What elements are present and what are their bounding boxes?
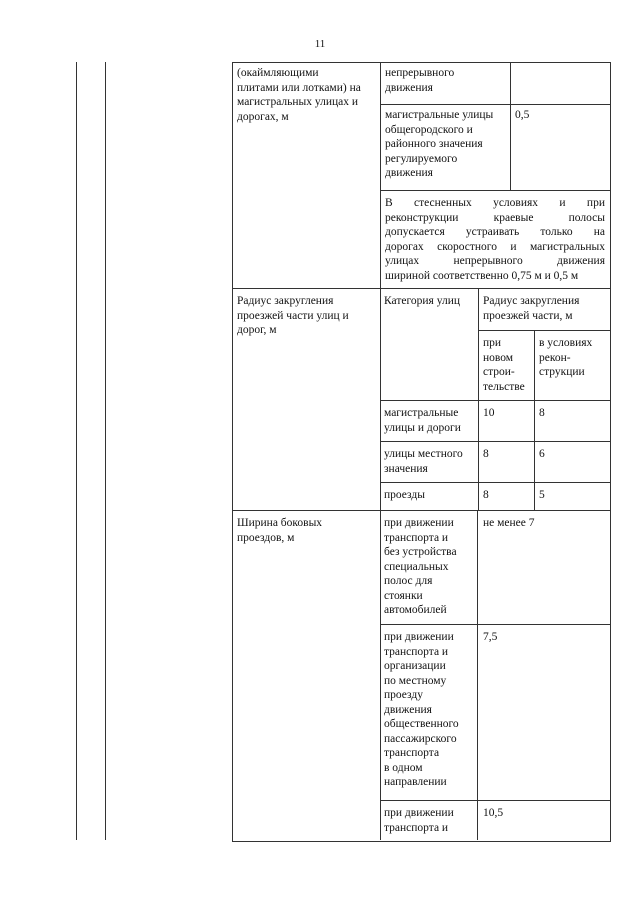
width-row-condition: при движении транспорта и организации по местному проезду движения общественного пассажирского транспорта в одном направлении (384, 631, 459, 788)
note-line-last: шириной соответственно 0,75 м и 0,5 м (385, 269, 579, 282)
radius-row-category: магистральные улицы и дороги (384, 407, 461, 434)
row3-label: Ширина боковых проездов, м (237, 517, 323, 544)
radius-row-recon: 6 (539, 448, 545, 460)
radius-row-category: улицы местного значения (384, 448, 463, 475)
note-line: улицах непрерывного движения (385, 255, 605, 267)
note-line: дорогах скоростного и магистральных (385, 240, 605, 253)
radius-row-recon: 5 (539, 489, 545, 501)
width-row-condition: при движении транспорта и (384, 807, 454, 834)
width-row-condition: при движении транспорта и без устройства специальных полос для стоянки автомобилей (384, 517, 457, 616)
col-radius-header: Радиус закругления проезжей части, м (483, 295, 580, 322)
radius-row-new: 8 (483, 448, 489, 460)
row1-sub2-value: 0,5 (515, 109, 530, 121)
col-category-header: Категория улиц (384, 295, 460, 307)
row1-label: (окаймляющими плитами или лотками) на магистральных улицах и дорогах, м (237, 67, 361, 123)
radius-row-recon: 8 (539, 407, 545, 419)
col-recon-header: в условиях рекон- струкции (539, 337, 593, 378)
left-column-border-2 (105, 62, 106, 840)
width-row-value: 10,5 (483, 807, 504, 819)
left-column-border-1 (76, 62, 77, 840)
width-row-value: 7,5 (483, 631, 498, 643)
radius-row-new: 10 (483, 407, 495, 419)
width-row-value: не менее 7 (483, 517, 535, 529)
row2-label: Радиус закругления проезжей части улиц и дорог, м (237, 295, 349, 336)
page-number: 11 (314, 38, 326, 50)
note-line: В стесненных условиях и при (385, 197, 605, 209)
note-line: реконструкции краевые полосы (385, 211, 605, 224)
radius-row-new: 8 (483, 489, 489, 501)
row1-sub1-text: непрерывного движения (385, 67, 455, 94)
radius-row-category: проезды (384, 489, 425, 501)
col-new-header: при новом строи- тельстве (483, 337, 525, 393)
note-line: допускается устраивать только на (385, 226, 605, 238)
row1-sub2-text: магистральные улицы общегородского и районного значения регулируемого движения (385, 109, 494, 179)
